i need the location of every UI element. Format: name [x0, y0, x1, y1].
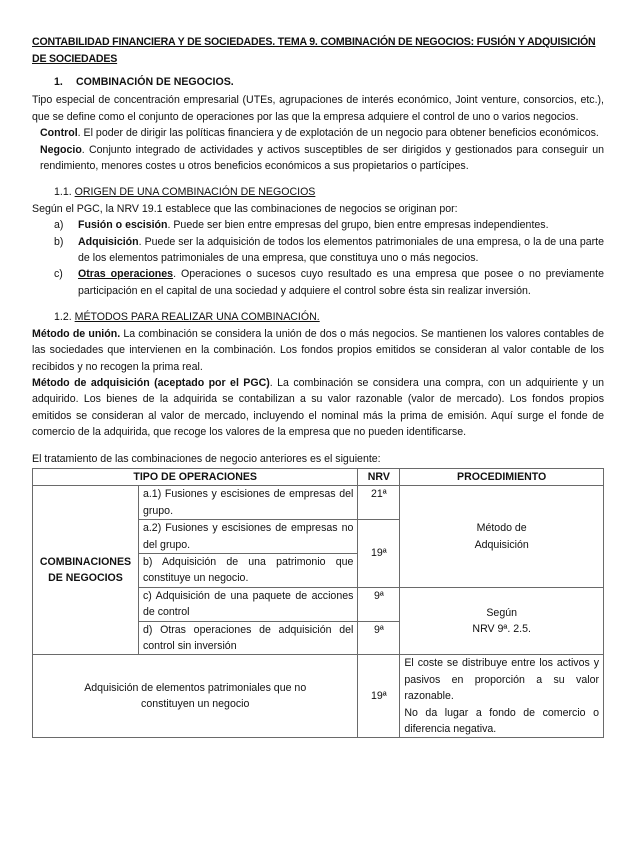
- section-1-1-title: ORIGEN DE UNA COMBINACIÓN DE NEGOCIOS: [74, 186, 316, 199]
- section-1-number: 1.: [54, 76, 63, 88]
- union-method: [32, 326, 604, 375]
- operation-cell: [33, 655, 358, 738]
- procedure-segun-line2: NRV 9ª. 2.5.: [472, 623, 531, 636]
- list-term: Otras operaciones: [78, 268, 174, 281]
- nrv-cell: 19ª: [358, 655, 400, 738]
- nrv-cell: 9ª: [358, 621, 400, 655]
- union-text: La combinación se considera la unión de dos o más negocios. Se mantienen los valores contables de las sociedades que intervienen en la combinación. Los fondos propios emitidos se consideran al valor contable de los recibidos y no recogen la prima real.: [32, 327, 604, 373]
- header-tipo: TIPO DE OPERACIONES: [33, 468, 358, 485]
- document-page: [32, 34, 604, 738]
- procedure-adquisicion-cell: [400, 486, 604, 587]
- procedure-line1: El coste se distribuye entre los activos y pasivos en proporción a su valor razonable.: [404, 657, 599, 703]
- header-nrv: NRV: [358, 468, 400, 485]
- operation-cell: c) Adquisición de una paquete de acciones de control: [138, 587, 357, 621]
- operation-cell: a.2) Fusiones y escisiones de empresas no del grupo.: [138, 520, 357, 554]
- origin-list: [54, 217, 604, 299]
- nrv-cell: 9ª: [358, 587, 400, 621]
- category-cell: COMBINACIONES DE NEGOCIOS: [33, 486, 139, 655]
- acquisition-text: . La combinación se considera una compra, con un adquiriente y un adquirido. Los bienes de la adquirida se contabilizan a su valor razonable (valor de mercado). Los fondos propios emitidos se consideran al valor de mercado, incluyendo el nominal más la prima de emisión. Aquí surge el fonde de comercio de la adquirida, que recoge los valores de la empresa que no pueden identificarse.: [32, 376, 604, 439]
- list-item: [54, 266, 604, 299]
- list-marker: c): [54, 268, 63, 281]
- section-1-intro: Tipo especial de concentración empresarial (UTEs, agrupaciones de interés económico, Joint venture, consorcios, etc.), que se define como el conjunto de operaciones por las que la empresa adquiere el control de uno o varios negocios.: [32, 94, 604, 123]
- control-term: Control: [40, 127, 78, 140]
- operation-cell: b) Adquisición de una patrimonio que constituye un negocio.: [138, 553, 357, 587]
- control-text: . El poder de dirigir las políticas financiera y de explotación de un negocio para obtener beneficios económicos.: [77, 127, 599, 140]
- list-text: . Operaciones o sucesos cuyo resultado es una empresa que posee o no previamente participación en el capital de una sociedad y adquiere el control sobre ésta sin realizar inversión.: [78, 268, 604, 297]
- acquisition-term: Método de adquisición (aceptado por el PGC): [32, 376, 270, 389]
- list-marker: b): [54, 235, 64, 248]
- list-text: . Puede ser la adquisición de todos los elementos patrimoniales de una empresa, o la de una parte de los elementos patrimoniales de una empresa, que constituya uno o más negocios.: [78, 235, 604, 265]
- procedure-line2: No da lugar a fondo de comercio o diferencia negativa.: [404, 706, 599, 736]
- list-term: Fusión o escisión: [78, 219, 168, 232]
- procedure-segun-cell: [400, 587, 604, 655]
- section-1-1-heading: [54, 184, 604, 200]
- table-intro: El tratamiento de las combinaciones de negocio anteriores es el siguiente:: [32, 452, 381, 465]
- nrv-cell: 21ª: [358, 486, 400, 520]
- acquisition-method: [32, 375, 604, 441]
- section-1-heading: [54, 74, 604, 90]
- document-title: CONTABILIDAD FINANCIERA Y DE SOCIEDADES. TEMA 9. COMBINACIÓN DE NEGOCIOS: FUSIÓN Y ADQUISICIÓN DE SOCIEDADES: [32, 36, 596, 65]
- procedure-segun-line1: Según: [486, 606, 517, 619]
- section-1-1-intro: Según el PGC, la NRV 19.1 establece que las combinaciones de negocios se originan por:: [32, 202, 458, 215]
- procedure-cell: [400, 655, 604, 738]
- union-term: Método de unión.: [32, 327, 121, 340]
- negocio-definition: [40, 142, 604, 175]
- negocio-term: Negocio: [40, 143, 82, 156]
- section-1-2-number: 1.2.: [54, 311, 72, 324]
- list-term: Adquisición: [78, 235, 139, 248]
- table-row: [33, 655, 604, 738]
- table-row: [33, 486, 604, 520]
- last-row-operation: Adquisición de elementos patrimoniales que no constituyen un negocio: [84, 682, 307, 711]
- table-header-row: [33, 468, 604, 485]
- header-procedimiento: PROCEDIMIENTO: [400, 468, 604, 485]
- section-1-2-heading: [54, 309, 604, 325]
- procedure-adquisicion: Método de Adquisición: [474, 522, 529, 551]
- nrv-cell: 19ª: [358, 520, 400, 588]
- list-item: [54, 217, 604, 233]
- list-item: [54, 234, 604, 267]
- list-marker: a): [54, 219, 64, 232]
- list-text: . Puede ser bien entre empresas del grupo, bien entre empresas independientes.: [167, 219, 549, 232]
- operation-cell: a.1) Fusiones y escisiones de empresas del grupo.: [138, 486, 357, 520]
- operation-cell: d) Otras operaciones de adquisición del control sin inversión: [138, 621, 357, 655]
- negocio-text: . Conjunto integrado de actividades y activos susceptibles de ser dirigidos y gestionados para conseguir un rendimiento, menores costes u otros beneficios económicos a sus propietarios o partícipes.: [40, 143, 604, 173]
- section-1-2-title: MÉTODOS PARA REALIZAR UNA COMBINACIÓN.: [74, 311, 320, 324]
- section-1-1-number: 1.1.: [54, 186, 72, 199]
- control-definition: [40, 125, 604, 141]
- operations-table: [32, 468, 604, 739]
- section-1-title: COMBINACIÓN DE NEGOCIOS.: [76, 76, 234, 88]
